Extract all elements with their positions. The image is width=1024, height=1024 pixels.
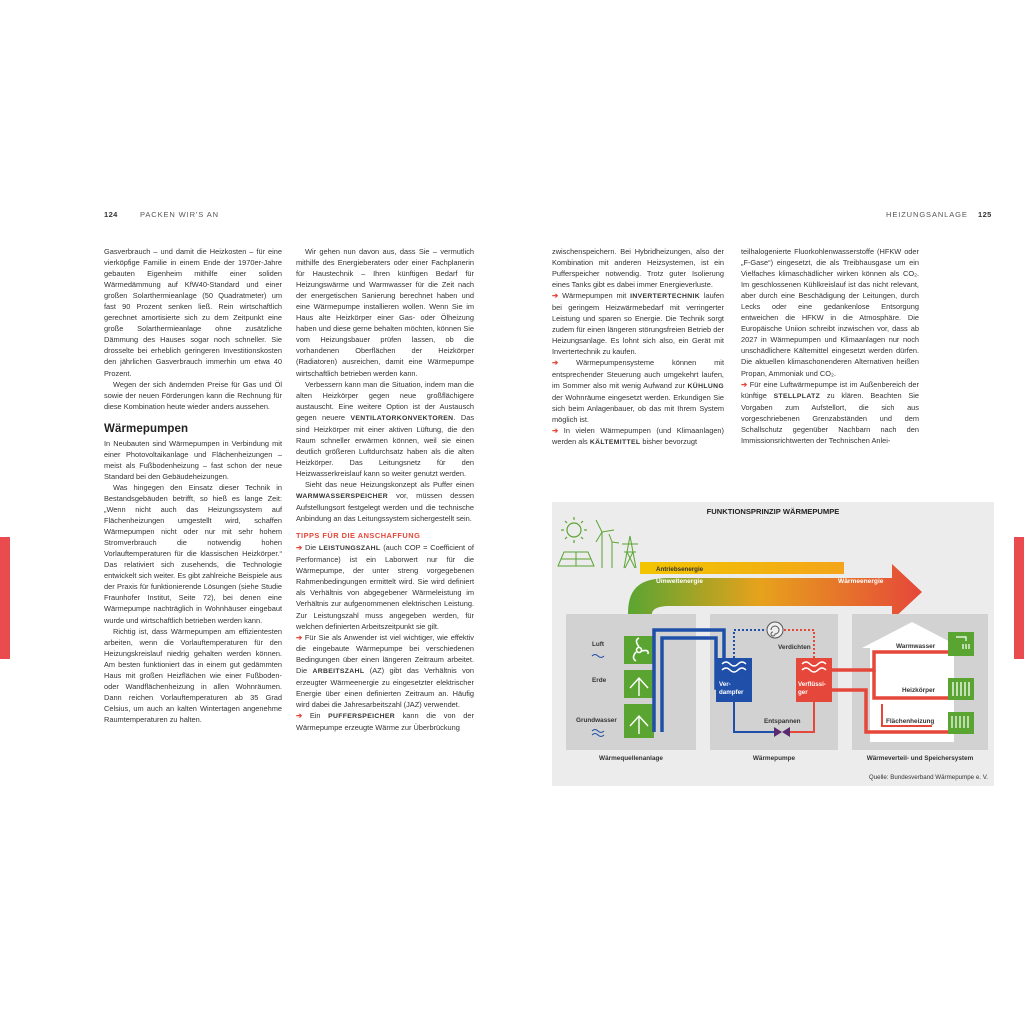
paragraph: zwischenspeichern. Bei Hybridheizungen, also der Kombination mit anderen Heizsystemen, ist ein Pufferspeicher notwendig. Trotz guter Isolierung eines Tanks gibt es dabei immer Energieverluste. [552, 247, 724, 290]
label-verdampfer-2: dampfer [719, 689, 744, 696]
paragraph: Gasverbrauch – und damit die Heizkosten – für eine vierköpfige Familie in einem Ende der 1970er-Jahre gebauten Eigenheim mithilfe einer soliden Wärmedämmung auf KfW40-Standard und einer großen Solarthermieanlage (50 Quadratmeter) um fast 90 Prozent senken ließ. Rein wirtschaftlich gerechnet amortisierte sich zu dem Zeitpunkt eine große Solarthermieanlage ohne zusätzliche Dämmung des Hauses sogar noch schneller. Sie drosselte bei erheblich geringeren Investitionskosten den jährlichen Gasverbrauch immerhin um etwa 40 Prozent. [104, 247, 282, 378]
label-flaechenheizung: Flächenheizung [886, 718, 935, 725]
arrow-right-icon: ➔ [296, 710, 303, 720]
paragraph: teilhalogenierte Fluorkohlenwasserstoffe (HFKW oder „F-Gase“) eingesetzt, die als Treibhausgase um ein Vielfaches klimaschädlicher wirken können als CO₂. Im geschlossenen Kühlkreislauf ist das nicht relevant, aber durch eine Beschädigung der Leitungen, durch Lecks oder eine gedankenlose Entsorgung entweichen die HFKW in die Atmosphäre. Die Europäische Uniion schreibt inzwischen vor, dass ab 2027 in Wärmepumpen und Klimaanlagen nur noch unschädlichere Kältemittel eingesetzt werden dürfen. Die aktuellen klimaschonenderen Alternativen heißen Propan, Ammoniak und CO₂. [741, 247, 919, 378]
diagram-title: FUNKTIONSPRINZIP WÄRMEPUMPE [706, 507, 840, 516]
page-edge-marker-left [0, 537, 10, 659]
tip-item: ➔ Die LEISTUNGSZAHL (auch COP = Coefficient of Performance) ist ein Laborwert nur für die Wärmepumpe, der unter streng vorgegebenen Rahmenbedingungen ermittelt wird. Sie wird definiert als Verhältnis von abgegebener Wärmeleistung im Verhältnis zur aufgenommenen elektrischen Leistung. Zur Leistungszahl muss angegeben werden, für welchen definierten Arbeitszeitpunkt sie gilt. [296, 543, 474, 631]
power-pylon-icon [622, 536, 638, 568]
compressor-icon [767, 622, 783, 638]
keyword: STELLPLATZ [773, 392, 821, 400]
arrow-right-icon: ➔ [552, 358, 559, 368]
label-heizkoerper: Heizkörper [902, 687, 936, 694]
tip-item: ➔ In vielen Wärmepumpen (und Klimaanlagen) werden als KÄLTEMITTEL bisher bevorzugt [552, 425, 724, 446]
label-verfluessiger-1: Verflüssi- [798, 681, 826, 688]
keyword: KÄLTEMITTEL [589, 438, 641, 446]
label-entspannen: Entspannen [764, 718, 801, 725]
label-luft: Luft [592, 641, 605, 648]
label-verdampfer-1: Ver- [719, 681, 731, 688]
caption-heat-source: Wärmequellenanlage [599, 755, 663, 762]
keyword: INVERTERTECHNIK [630, 293, 700, 301]
label-waermeenergie: Wärmeenergie [838, 578, 884, 585]
label-verdichten: Verdichten [778, 644, 811, 651]
section-heading: Wärmepumpen [104, 422, 189, 435]
tip-item: ➔ Wärmepumpen mit INVERTERTECHNIK laufen bei geringem Heizwärmebedarf mit verringerter Leistung und sparen so Energie. Die Technik sorgt zudem für einen längeren störungsfreien Betrieb der Heizungsanlage. Es lohnt sich also, ein Gerät mit Invertertechnik zu kaufen. [552, 291, 724, 357]
text-column-1 [104, 246, 282, 725]
keyword: VENTILATORKONVEKTOREN [350, 414, 454, 422]
paragraph: Sieht das neue Heizungskonzept als Puffer einen WARMWASSERSPEICHER vor, müssen dessen Aufstellungsort festgelegt werden und die technische Anbindung an das Leitungssystem sichergestellt sein. [296, 479, 474, 524]
label-warmwasser: Warmwasser [896, 643, 936, 650]
tip-item: ➔ Für Sie als Anwender ist viel wichtiger, wie effektiv die eingebaute Wärmepumpe bei verschiedenen Bedingungen über einen längeren Zeitraum arbeitet. Die ARBEITSZAHL (AZ) gibt das Verhältnis von erzeugter Wärmeenergie zu eingesetzter elektrischer Energie über einen definierten Zeitraum an. Häufig wird dabei die Jahresarbeitszahl (JAZ) verwendet. [296, 632, 474, 709]
label-verfluessiger-2: ger [798, 689, 808, 696]
arrow-right-icon: ➔ [552, 425, 559, 435]
caption-heat-pump: Wärmepumpe [752, 755, 796, 762]
label-umweltenergie: Umweltenergie [656, 578, 703, 585]
wind-turbine-icon [596, 520, 619, 568]
keyword: KÜHLUNG [687, 382, 724, 390]
text-column-2 [296, 246, 474, 733]
page-edge-marker-right [1014, 537, 1024, 659]
running-title-left: PACKEN WIR'S AN [140, 210, 219, 219]
sun-icon [561, 517, 587, 543]
tips-heading: TIPPS FÜR DIE ANSCHAFFUNG [296, 531, 421, 541]
arrow-right-icon: ➔ [552, 291, 559, 301]
paragraph: In Neubauten sind Wärmepumpen in Verbindung mit einer Photovoltaikanlage und Flächenheizungen – meist als Fußbodenheizung – fast schon der neue Standard bei den Gebäudeheizungen. [104, 438, 282, 481]
arrow-right-icon: ➔ [741, 379, 748, 389]
solar-panel-icon [558, 552, 594, 566]
page-number-left: 124 [104, 210, 118, 219]
paragraph: Was hingegen den Einsatz dieser Technik in Bestandsgebäuden betrifft, so hieß es lange Zeit: „Wenn nicht auch das Heizungssystem auf Flächenheizungen umgestellt wird, schaffen Wärmepumpen nicht oder nur mit sehr hohem Stromverbrauch die notwendig hohen Vorlauftemperaturen für die klassischen Heizkörper.“ Das relativiert sich zusehends, die Technologie entwickelt sich weiter. Es gibt zahlreiche Beispiele aus der Praxis für funktionierende Lösungen (siehe Studie Fraunhofer Institut, Seite 72), bei denen eine Wärmepumpe nachträglich in Wohnhäuser eingebaut wurde und wirtschaftlich betrieben werden kann. [104, 482, 282, 625]
paragraph: Wir gehen nun davon aus, dass Sie – vermutlich mithilfe des Energieberaters oder einer Fachplanerin für Haustechnik – Ihren künftigen Bedarf für Heizungswärme und Warmwasser für die Zeit nach der energetischen Sanierung berechnet haben und eine Wärmepumpe installieren wollen. Wenn Sie im Haus alte Heizkörper einer Gas- oder Ölheizung haben und diese gerne behalten möchten, können Sie vom Heizungsbauer prüfen lassen, ob die vorhandenen Oberflächen der Heizkörper (Radiatoren) ausreichen, damit eine Wärmepumpe wirtschaftlich betrieben werden kann. [296, 247, 474, 378]
groundwater-icon [624, 704, 654, 738]
text-column-3 [552, 246, 724, 448]
running-title-right: HEIZUNGSANLAGE [886, 210, 968, 219]
soil-icon [624, 670, 654, 698]
paragraph: Wegen der sich ändernden Preise für Gas und Öl sowie der neuen Förderungen kann die Rechnung für diese Kombination heute wieder anders aussehen. [104, 379, 282, 411]
tip-item: ➔ Ein PUFFERSPEICHER kann die von der Wärmepumpe erzeugte Wärme zur Überbrückung [296, 710, 474, 732]
heat-pump-diagram [552, 502, 994, 786]
arrow-right-icon: ➔ [296, 543, 303, 553]
keyword: LEISTUNGSZAHL [318, 545, 381, 553]
label-erde: Erde [592, 677, 607, 684]
text-column-4 [741, 246, 919, 446]
source-note: Quelle: Bundesverband Wärmepumpe e. V. [868, 774, 988, 781]
keyword: PUFFERSPEICHER [328, 712, 395, 720]
keyword: ARBEITSZAHL [312, 667, 365, 675]
caption-distribution: Wärmeverteil- und Speichersystem [866, 755, 974, 762]
shower-icon [948, 632, 974, 656]
paragraph: Verbessern kann man die Situation, indem man die alten Heizkörper gegen neue großflächigere austauscht. Eine weitere Option ist der Austausch gegen neuere VENTILATORKONVEKTOREN. Das sind Heizkörper mit einer aktiven Lüftung, die den Raum schneller erwärmen können, weil sie einen deutlich größeren Luftdurchsatz haben als die alten Heizkörper. Das Leitungsnetz für den Heizwasserkreislauf kann so weiter genutzt werden. [296, 379, 475, 478]
label-grundwasser: Grundwasser [576, 717, 617, 724]
label-antriebsenergie: Antriebsenergie [656, 566, 704, 573]
page-number-right: 125 [978, 210, 992, 219]
paragraph: Richtig ist, dass Wärmepumpen am effizientesten arbeiten, wenn die Vorlauftemperaturen für den Heizungskreislauf niedrig gehalten werden können. Am besten funktioniert das in einem gut gedämmten Haus mit großen Heizflächen wie einer Fußboden- oder Wandflächenheizung in allen Wohnräumen. Dann reichen Vorlauftemperaturen ab 35 Grad Celsius, um auch an kalten Wintertagen angenehme Raumtemperaturen zu halten. [104, 626, 282, 724]
keyword: WARMWASSERSPEICHER [296, 493, 389, 501]
tip-item: ➔ Wärmepumpensysteme können mit entsprechender Steuerung auch umgekehrt laufen, im Sommer also mit wenig Aufwand zur KÜHLUNG der Wohnräume eingesetzt werden. Erkundigen Sie sich beim Anlagenbauer, ob das mit Ihrem System möglich ist. [552, 358, 724, 424]
fan-icon [624, 636, 654, 664]
arrow-right-icon: ➔ [296, 632, 303, 642]
tip-item: ➔ Für eine Luftwärmepumpe ist im Außenbereich der künftige STELLPLATZ zu klären. Beachten Sie Vorgaben zum Aufstellort, die sich aus vorgeschriebenen Grenzabständen und dem Schallschutz gegenüber Nachbarn nach den Immissionsrichtwerten der Technischen Anlei- [741, 379, 920, 445]
